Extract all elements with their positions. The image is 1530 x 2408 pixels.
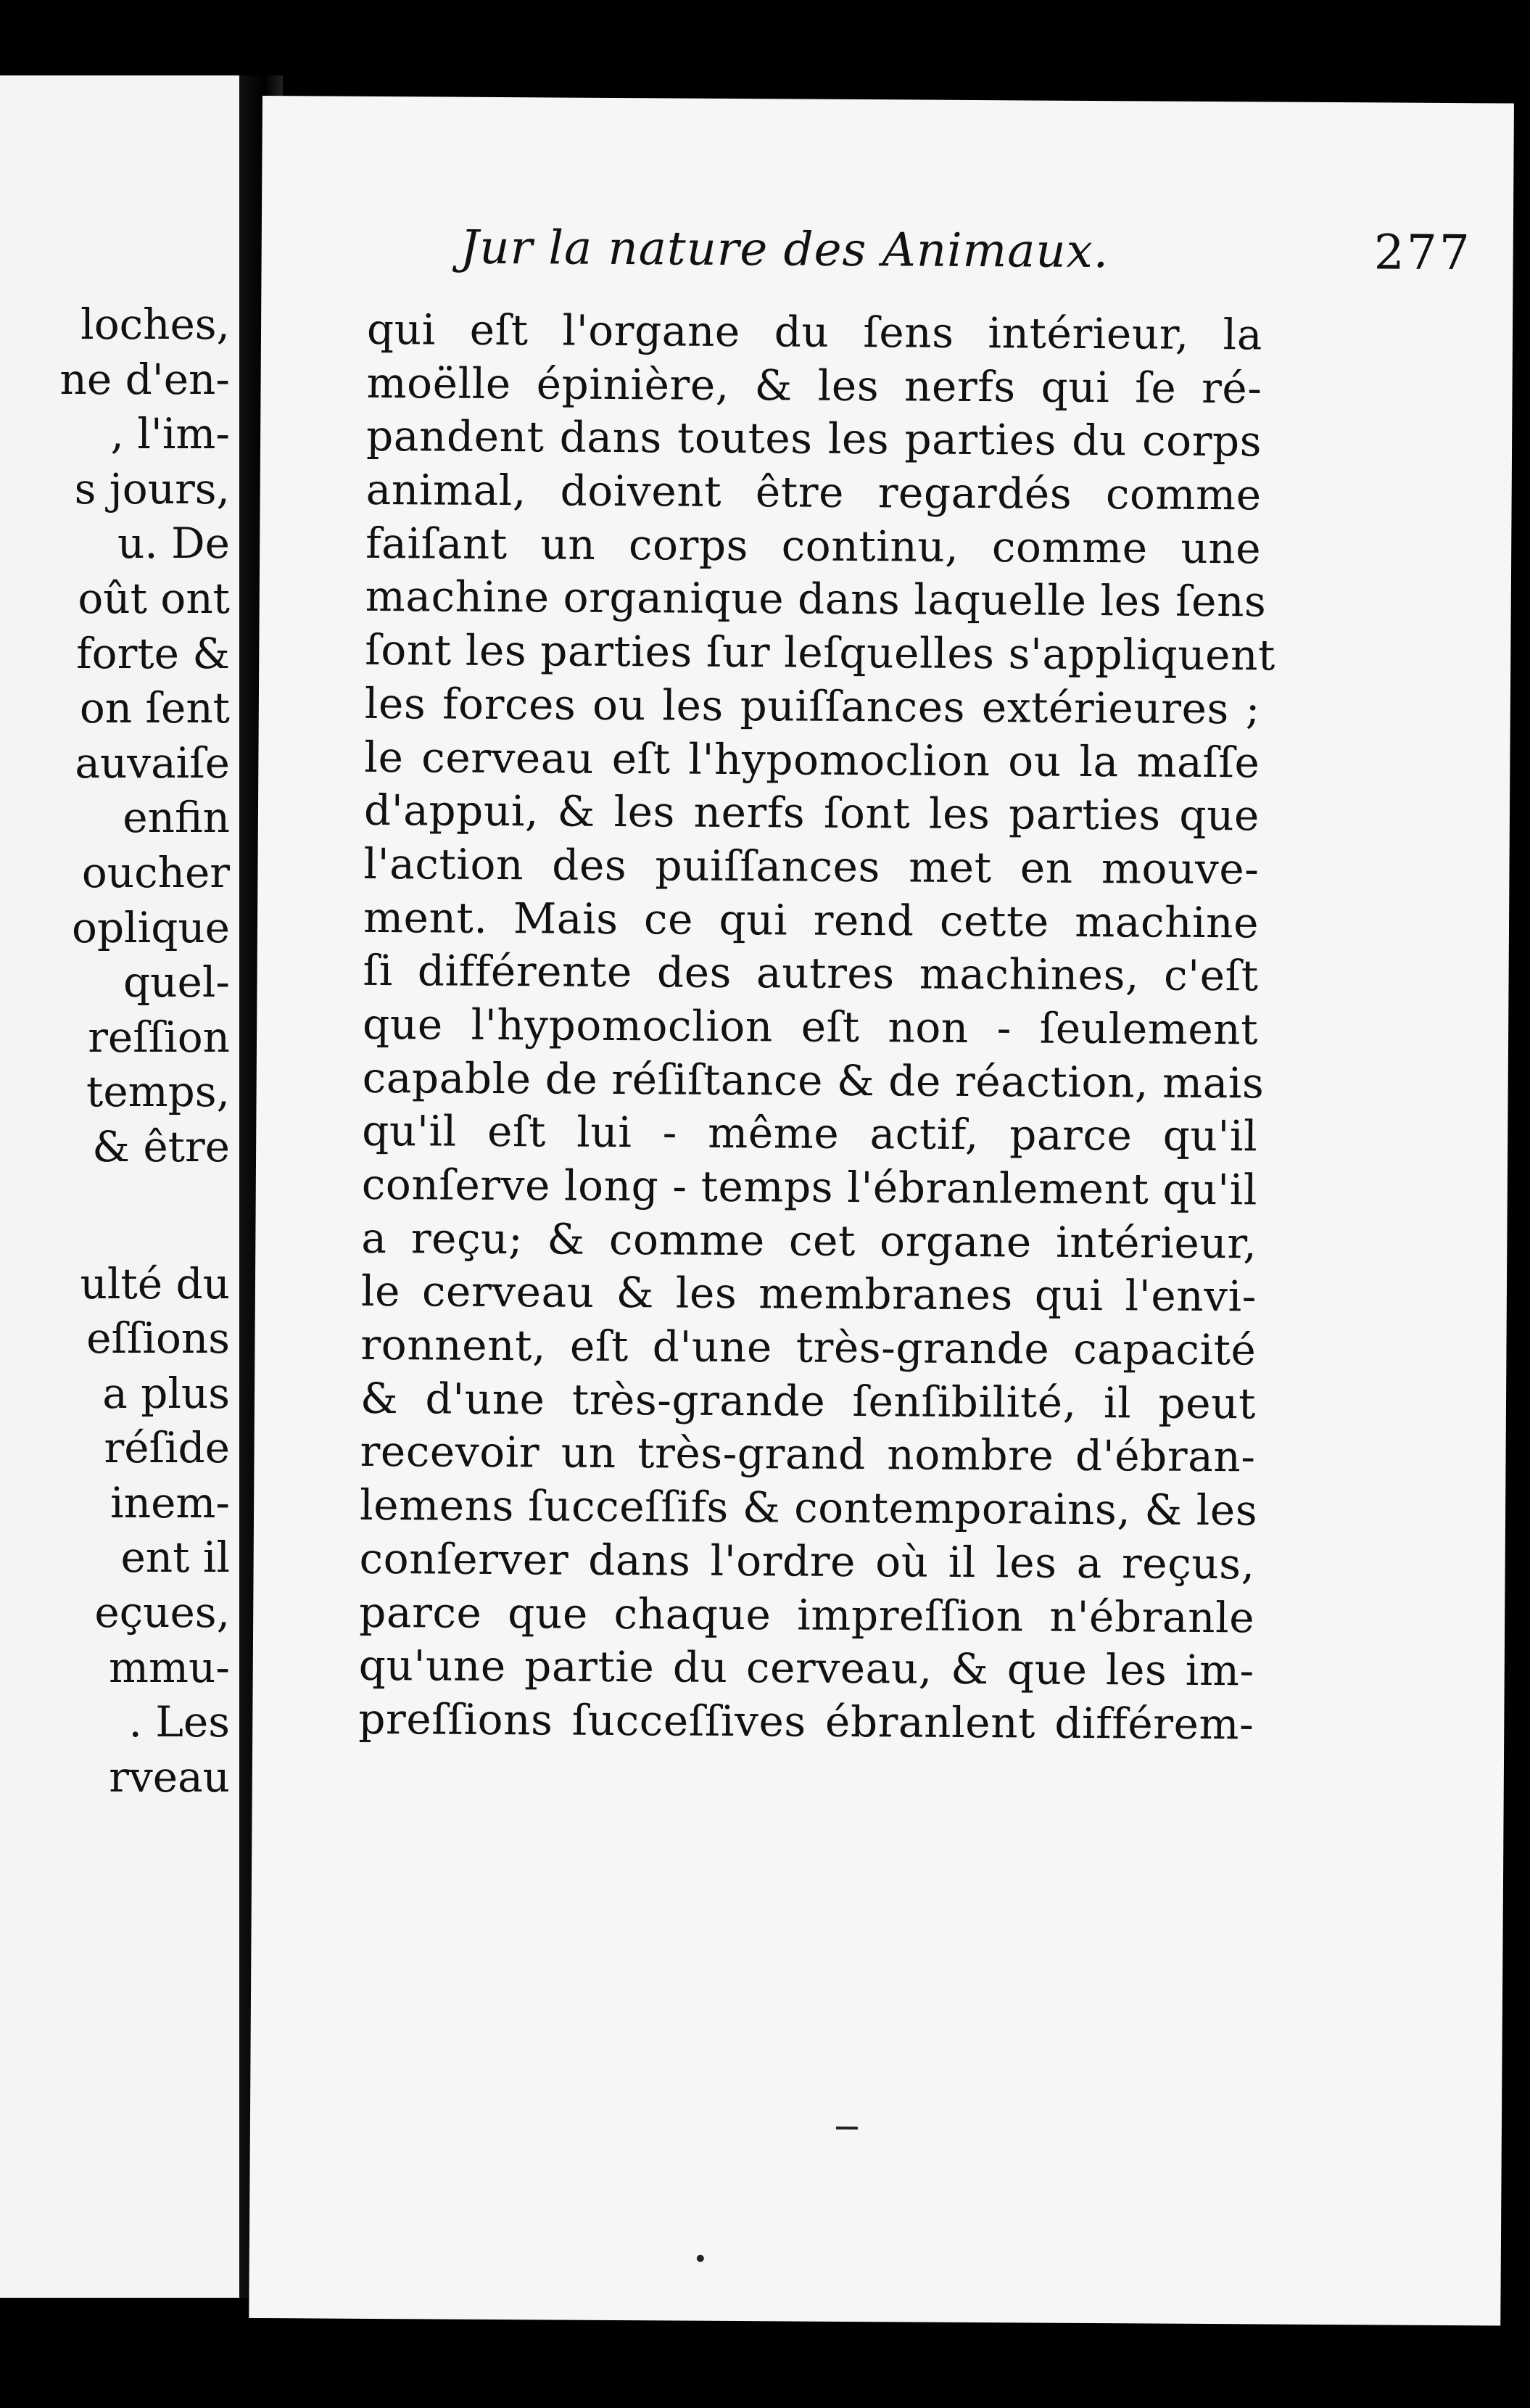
left-fragment: loches, bbox=[80, 300, 230, 349]
left-fragment: eſſions bbox=[86, 1314, 230, 1364]
left-fragment: . Les bbox=[128, 1697, 230, 1747]
left-fragment: oucher bbox=[81, 847, 230, 897]
left-page-text-fragments bbox=[60, 297, 230, 1805]
left-fragment: ne d'en- bbox=[59, 354, 230, 404]
left-fragment: & être bbox=[92, 1121, 230, 1171]
running-head bbox=[460, 219, 1472, 295]
text-line: qu'il eſt lui - même actif, parce qu'il bbox=[362, 1106, 1258, 1161]
left-facing-page bbox=[0, 75, 257, 2298]
left-fragment: reſſion bbox=[88, 1012, 230, 1062]
text-line: parce que chaque impreſſion n'ébranle bbox=[359, 1587, 1255, 1642]
left-fragment: u. De bbox=[117, 519, 230, 569]
left-fragment: auvaiſe bbox=[75, 738, 230, 788]
text-line: le cerveau eſt l'hypomoclion ou la maſſe bbox=[364, 732, 1260, 787]
text-line: les forces ou les puiſſances extérieures ; bbox=[364, 678, 1261, 734]
text-line: conſerver dans l'ordre où il les a reçus, bbox=[359, 1533, 1255, 1589]
left-fragment: oplique bbox=[72, 902, 230, 952]
text-line: que l'hypomoclion eſt non - ſeulement bbox=[362, 999, 1259, 1055]
text-line: moëlle épinière, & les nerfs qui ſe ré- bbox=[366, 358, 1262, 413]
text-line: recevoir un très-grand nombre d'ébran- bbox=[360, 1427, 1256, 1482]
text-line: faiſant un corps continu, comme une bbox=[365, 518, 1262, 574]
text-line: capable de réſiſtance & de réaction, mais bbox=[362, 1052, 1265, 1108]
left-fragment: mmu- bbox=[109, 1642, 230, 1692]
left-fragment: rveau bbox=[109, 1752, 230, 1802]
left-fragment: quel- bbox=[123, 957, 230, 1007]
body-text bbox=[358, 303, 1276, 1752]
left-fragment: temps, bbox=[86, 1067, 230, 1117]
text-line: & d'une très-grande ſenſibilité, il peut bbox=[360, 1373, 1257, 1429]
left-fragment: s jours, bbox=[74, 463, 230, 514]
text-line: pandent dans toutes les parties du corps bbox=[365, 411, 1262, 466]
text-line: qui eſt l'organe du ſens intérieur, la bbox=[366, 304, 1263, 360]
left-fragment: oût ont bbox=[78, 573, 230, 623]
text-line: animal, doivent être regardés comme bbox=[365, 464, 1262, 520]
text-line: machine organique dans laquelle les ſens bbox=[365, 572, 1267, 627]
text-line: qu'une partie du cerveau, & que les im- bbox=[358, 1641, 1254, 1696]
text-line: ronnent, eſt d'une très-grande capacité bbox=[360, 1319, 1257, 1375]
text-line: le cerveau & les membranes qui l'envi- bbox=[360, 1266, 1257, 1321]
text-line: lemens ſucceſſifs & contemporains, & les bbox=[359, 1480, 1258, 1535]
text-line: conſerve long - temps l'ébranlement qu'il bbox=[361, 1159, 1258, 1215]
text-line: ſont les parties ſur leſquelles s'appliquent bbox=[365, 625, 1276, 680]
left-fragment: enfin bbox=[123, 793, 230, 843]
left-fragment: ent il bbox=[120, 1533, 230, 1583]
running-title: Jur la nature des Animaux. bbox=[460, 220, 1109, 279]
text-line: ment. Mais ce qui rend cette machine bbox=[363, 892, 1260, 947]
left-fragment: on ſent bbox=[79, 683, 230, 733]
page-number: 277 bbox=[1373, 224, 1472, 281]
left-paragraph-gap bbox=[60, 1175, 230, 1257]
printer-dash-mark bbox=[836, 2127, 858, 2129]
left-fragment: réſide bbox=[104, 1423, 230, 1473]
left-fragment: forte & bbox=[76, 628, 230, 678]
text-line: l'action des puiſſances met en mouve- bbox=[363, 838, 1260, 894]
left-fragment: a plus bbox=[102, 1368, 230, 1418]
text-line: ſi différente des autres machines, c'eſt bbox=[363, 946, 1259, 1001]
left-fragment: , l'im- bbox=[110, 409, 230, 459]
left-fragment: ulté du bbox=[80, 1258, 230, 1308]
right-page bbox=[249, 96, 1514, 2325]
printer-dot-mark bbox=[697, 2255, 704, 2262]
left-fragment: inem- bbox=[110, 1477, 230, 1527]
text-line: preſſions ſucceſſives ébranlent différem- bbox=[358, 1694, 1254, 1749]
text-line: a reçu; & comme cet organe intérieur, bbox=[361, 1213, 1257, 1269]
text-line: d'appui, & les nerfs ſont les parties que bbox=[363, 786, 1260, 841]
left-fragment: eçues, bbox=[94, 1588, 230, 1638]
